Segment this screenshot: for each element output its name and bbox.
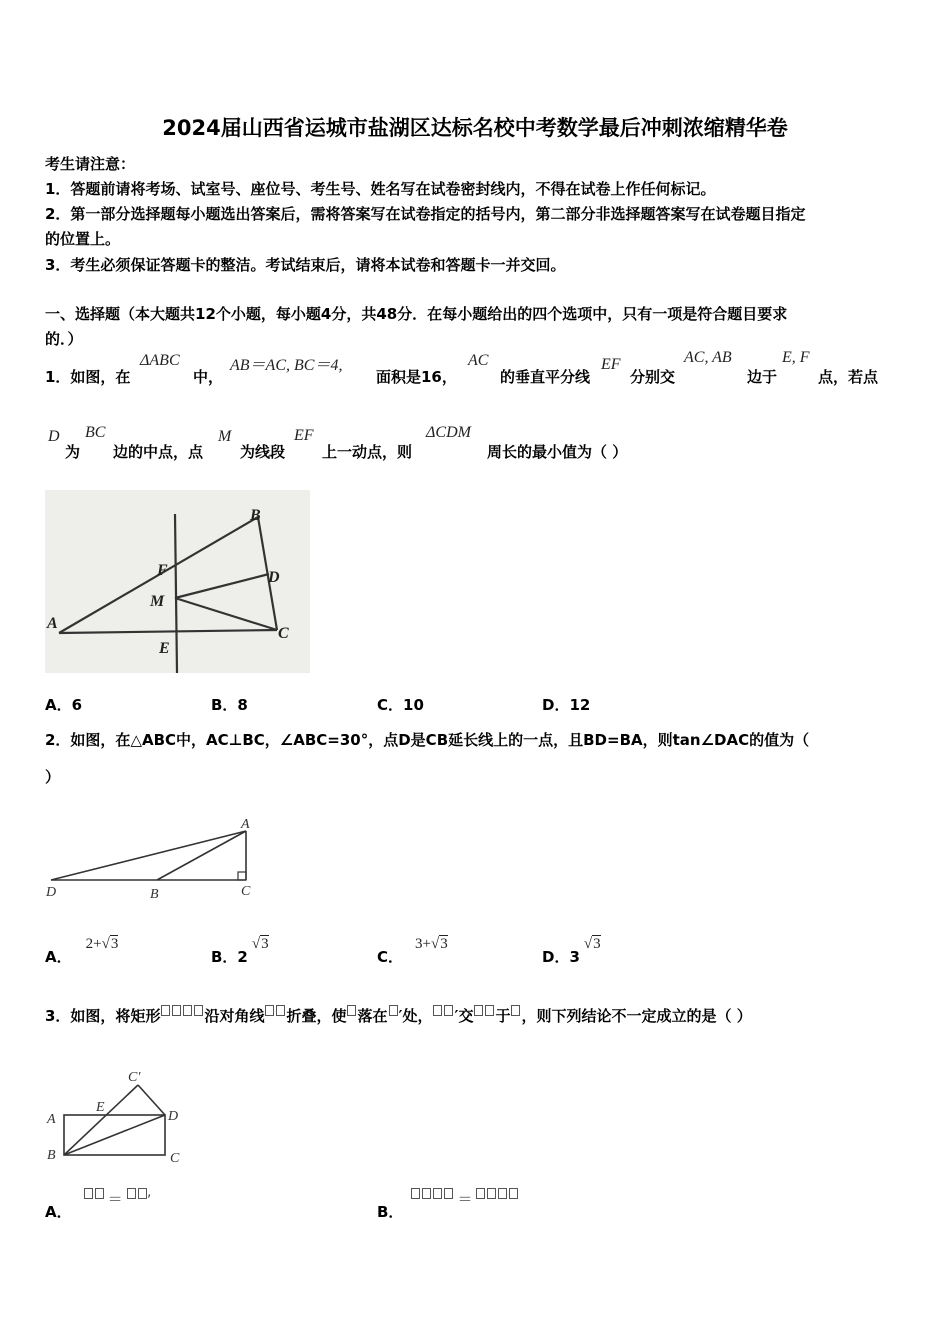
- q3-option-b-eq: ＝: [457, 1192, 473, 1208]
- q3-text-6: 交: [458, 1007, 474, 1025]
- q1-math-sides: AC, AB: [684, 349, 732, 366]
- q3-option-b-label: B．: [377, 1203, 404, 1221]
- missing-glyph-icon: [511, 1005, 520, 1016]
- q2-option-b-label: B．2: [211, 948, 248, 966]
- missing-glyph-icon: [183, 1005, 192, 1016]
- q3-label-c: C: [170, 1151, 180, 1166]
- q3-option-a-prime: ′: [147, 1192, 151, 1208]
- q3-text-3: 折叠，使: [286, 1007, 347, 1025]
- q3-figure: [42, 1065, 192, 1170]
- q2-label-d: D: [46, 885, 57, 900]
- notice-heading: 考生请注意：: [45, 155, 136, 173]
- q3-text-4: 落在: [357, 1007, 388, 1025]
- missing-glyph-icon: [509, 1188, 518, 1199]
- q2-option-c-label: C．: [377, 948, 404, 966]
- sqrt-icon: √: [430, 936, 440, 952]
- q3-label-c-prime: C′: [128, 1070, 141, 1085]
- q3-text-1: 3．如图，将矩形: [45, 1007, 161, 1025]
- missing-glyph-icon: [485, 1005, 494, 1016]
- missing-glyph-icon: [84, 1188, 93, 1199]
- q2-option-a-pre: 2+: [85, 936, 102, 952]
- section-heading: 一、选择题（本大题共12个小题，每小题4分，共48分．在每小题给出的四个选项中，只有一项是符合题目要求: [45, 305, 788, 323]
- q3-text-8: ，则下列结论不一定成立的是（ ）: [521, 1007, 752, 1025]
- q3-text-5: 处，: [402, 1007, 433, 1025]
- q3-prime-1: ′: [398, 1007, 403, 1025]
- missing-glyph-icon: [265, 1005, 274, 1016]
- q1-math-condition: AB＝AC, BC＝4,: [230, 357, 343, 374]
- q1-math-triangle: ΔABC: [140, 352, 180, 369]
- q1-math-ac: AC: [468, 352, 489, 369]
- q1-text-7: 点，若点: [818, 368, 879, 386]
- q2-option-d-label: D．3: [542, 948, 580, 966]
- q1-label-e: E: [159, 640, 170, 657]
- q3-label-d: D: [168, 1109, 179, 1124]
- q2-label-b: B: [150, 887, 159, 902]
- q3-option-a[interactable]: [45, 1188, 151, 1221]
- exam-title: 2024届山西省运城市盐湖区达标名校中考数学最后冲刺浓缩精华卷: [162, 116, 788, 140]
- q1-math-ef2: EF: [294, 427, 314, 444]
- q2-option-b-rad: 3: [261, 936, 269, 952]
- q1-text-3: 面积是16，: [376, 368, 457, 386]
- q1-text-10: 为线段: [240, 443, 286, 461]
- sqrt-icon: √: [583, 936, 593, 952]
- missing-glyph-icon: [474, 1005, 483, 1016]
- q3-text-7: 于: [495, 1007, 511, 1025]
- q3-text-2: 沿对角线: [204, 1007, 265, 1025]
- q1-label-m: M: [150, 593, 165, 610]
- missing-glyph-icon: [276, 1005, 285, 1016]
- q2-text-cont: ）: [45, 768, 61, 786]
- sqrt-icon: √: [101, 936, 110, 952]
- q1-text-5: 分别交: [630, 368, 676, 386]
- notice-item-2-cont: 的位置上。: [45, 230, 121, 248]
- q3-text: [45, 1005, 752, 1026]
- q1-label-c: C: [278, 625, 289, 642]
- q1-option-d[interactable]: D．12: [542, 696, 591, 714]
- missing-glyph-icon: [194, 1005, 203, 1016]
- missing-glyph-icon: [476, 1188, 485, 1199]
- q1-option-a[interactable]: A．6: [45, 696, 83, 714]
- q1-option-c[interactable]: C．10: [377, 696, 424, 714]
- q3-option-b[interactable]: [377, 1188, 519, 1221]
- sqrt-icon: √: [251, 936, 261, 952]
- missing-glyph-icon: [433, 1188, 442, 1199]
- notice-item-3: 3．考生必须保证答题卡的整洁。考试结束后，请将本试卷和答题卡一并交回。: [45, 256, 566, 274]
- q1-figure: [45, 490, 310, 673]
- q2-option-d-rad: 3: [593, 936, 601, 952]
- notice-item-2: 2．第一部分选择题每小题选出答案后，需将答案写在试卷指定的括号内，第二部分非选择题答案写在试卷题目指定: [45, 205, 806, 223]
- q2-figure: [40, 815, 270, 905]
- section-heading-cont: 的．）: [45, 330, 83, 348]
- missing-glyph-icon: [138, 1188, 147, 1199]
- q2-option-a-label: A．: [45, 948, 72, 966]
- q2-option-a-rad: 3: [110, 936, 119, 952]
- q1-text-2: 中，: [193, 368, 224, 386]
- q2-option-a[interactable]: [45, 932, 119, 966]
- q1-option-b[interactable]: B．8: [211, 696, 248, 714]
- q1-text-1: 1．如图，在: [45, 368, 131, 386]
- q1-label-f: F: [157, 562, 168, 579]
- q1-text-4: 的垂直平分线: [500, 368, 591, 386]
- missing-glyph-icon: [433, 1005, 442, 1016]
- missing-glyph-icon: [172, 1005, 181, 1016]
- q2-option-b[interactable]: [211, 932, 269, 966]
- missing-glyph-icon: [422, 1188, 431, 1199]
- q1-text-6: 边于: [747, 368, 778, 386]
- q1-label-d: D: [268, 569, 280, 586]
- q1-text-9: 边的中点，点: [113, 443, 204, 461]
- missing-glyph-icon: [444, 1188, 453, 1199]
- q3-label-b: B: [47, 1148, 56, 1163]
- q3-option-a-label: A．: [45, 1203, 72, 1221]
- missing-glyph-icon: [444, 1005, 453, 1016]
- q1-text-11: 上一动点，则: [322, 443, 413, 461]
- q2-option-c-rad: 3: [440, 936, 448, 952]
- q3-label-a: A: [47, 1112, 56, 1127]
- q1-figure-svg: [45, 490, 310, 673]
- missing-glyph-icon: [161, 1005, 170, 1016]
- q1-math-cdm: ΔCDM: [426, 424, 471, 441]
- q2-label-a: A: [241, 817, 250, 832]
- missing-glyph-icon: [127, 1188, 136, 1199]
- q1-math-m: M: [218, 428, 232, 445]
- q2-text: 2．如图，在△ABC中，AC⊥BC，∠ABC=30°，点D是CB延长线上的一点，且BD=BA，则tan∠DAC的值为（: [45, 731, 810, 749]
- missing-glyph-icon: [347, 1005, 356, 1016]
- q2-option-c-pre: 3+: [415, 936, 431, 952]
- q1-label-a: A: [47, 615, 58, 632]
- q2-option-d[interactable]: [542, 932, 601, 966]
- q1-math-bc: BC: [85, 424, 106, 441]
- q1-math-d: D: [48, 428, 60, 445]
- missing-glyph-icon: [411, 1188, 420, 1199]
- q1-math-ef: EF: [601, 356, 621, 373]
- q2-option-c[interactable]: [377, 932, 448, 966]
- missing-glyph-icon: [498, 1188, 507, 1199]
- q2-label-c: C: [241, 884, 251, 899]
- q1-text-12: 周长的最小值为（ ）: [487, 443, 628, 461]
- q3-label-e: E: [96, 1100, 105, 1115]
- q1-label-b: B: [250, 507, 261, 524]
- q1-text-8: 为: [65, 443, 81, 461]
- notice-item-1: 1．答题前请将考场、试室号、座位号、考生号、姓名写在试卷密封线内，不得在试卷上作任何标记。: [45, 180, 716, 198]
- missing-glyph-icon: [389, 1005, 398, 1016]
- q1-math-points: E, F: [782, 349, 810, 366]
- q3-prime-2: ′: [454, 1007, 459, 1025]
- q3-option-a-eq: ＝: [107, 1192, 123, 1208]
- missing-glyph-icon: [487, 1188, 496, 1199]
- missing-glyph-icon: [95, 1188, 104, 1199]
